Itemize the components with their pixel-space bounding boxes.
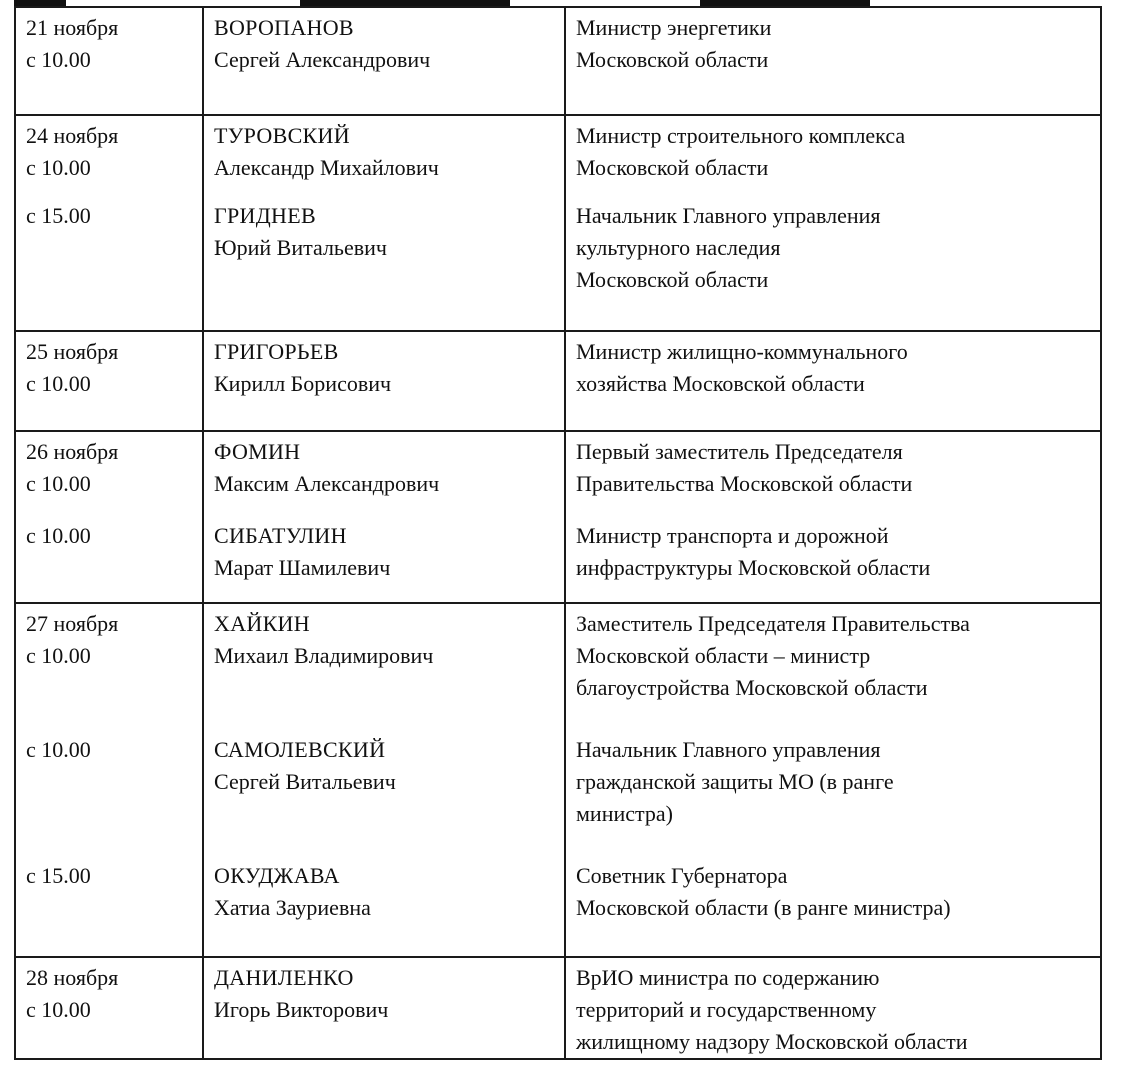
reception-time: с 10.00 bbox=[26, 471, 91, 496]
position-line: министра) bbox=[576, 801, 673, 826]
position-entry bbox=[576, 436, 1090, 500]
position-line: жилищному надзору Московской области bbox=[576, 1029, 968, 1054]
reception-time: с 15.00 bbox=[26, 863, 91, 888]
official-surname: ГРИГОРЬЕВ bbox=[214, 339, 339, 364]
date-entry bbox=[26, 436, 192, 500]
position-entry bbox=[576, 520, 1090, 584]
reception-time: с 10.00 bbox=[26, 523, 91, 548]
position-line: Первый заместитель Председателя bbox=[576, 439, 903, 464]
schedule-row bbox=[15, 431, 1101, 603]
official-entry bbox=[214, 962, 554, 1058]
date-entry bbox=[26, 734, 192, 830]
reception-time: с 10.00 bbox=[26, 737, 91, 762]
date-entry bbox=[26, 200, 192, 296]
position-entry bbox=[576, 860, 1090, 924]
date-cell bbox=[15, 7, 203, 115]
date-cell bbox=[15, 431, 203, 603]
reception-date: 28 ноября bbox=[26, 965, 119, 990]
position-line: инфраструктуры Московской области bbox=[576, 555, 931, 580]
date-entry bbox=[26, 608, 192, 704]
official-surname: ГРИДНЕВ bbox=[214, 203, 316, 228]
reception-date: 24 ноября bbox=[26, 123, 119, 148]
official-cell bbox=[203, 431, 565, 603]
position-cell bbox=[565, 603, 1101, 957]
official-entry bbox=[214, 336, 554, 400]
reception-date: 25 ноября bbox=[26, 339, 119, 364]
position-line: гражданской защиты МО (в ранге bbox=[576, 769, 894, 794]
position-entry bbox=[576, 336, 1090, 400]
schedule-row bbox=[15, 115, 1101, 331]
position-cell bbox=[565, 7, 1101, 115]
position-line: Московской области bbox=[576, 47, 769, 72]
date-entry bbox=[26, 120, 192, 184]
date-entry bbox=[26, 12, 192, 76]
position-line: Московской области (в ранге министра) bbox=[576, 895, 951, 920]
official-surname: ОКУДЖАВА bbox=[214, 863, 340, 888]
date-cell bbox=[15, 957, 203, 1059]
official-entry bbox=[214, 120, 554, 184]
reception-date: 27 ноября bbox=[26, 611, 119, 636]
reception-date: 26 ноября bbox=[26, 439, 119, 464]
position-cell bbox=[565, 331, 1101, 431]
official-entry bbox=[214, 860, 554, 924]
reception-time: с 10.00 bbox=[26, 371, 91, 396]
position-cell bbox=[565, 957, 1101, 1059]
position-entry bbox=[576, 734, 1090, 830]
schedule-table-body bbox=[15, 7, 1101, 1059]
position-line: Правительства Московской области bbox=[576, 471, 913, 496]
official-given-names: Михаил Владимирович bbox=[214, 643, 434, 668]
position-line: Министр жилищно-коммунального bbox=[576, 339, 908, 364]
date-cell bbox=[15, 115, 203, 331]
official-given-names: Хатиа Зауриевна bbox=[214, 895, 371, 920]
official-cell bbox=[203, 115, 565, 331]
official-given-names: Сергей Александрович bbox=[214, 47, 431, 72]
official-given-names: Кирилл Борисович bbox=[214, 371, 392, 396]
official-surname: ВОРОПАНОВ bbox=[214, 15, 354, 40]
date-entry bbox=[26, 336, 192, 400]
date-entry bbox=[26, 962, 192, 1058]
schedule-row bbox=[15, 7, 1101, 115]
position-line: Заместитель Председателя Правительства bbox=[576, 611, 970, 636]
official-entry bbox=[214, 520, 554, 584]
position-line: культурного наследия bbox=[576, 235, 781, 260]
date-cell bbox=[15, 603, 203, 957]
position-cell bbox=[565, 431, 1101, 603]
date-entry bbox=[26, 860, 192, 924]
official-given-names: Марат Шамилевич bbox=[214, 555, 391, 580]
official-entry bbox=[214, 436, 554, 500]
official-surname: ХАЙКИН bbox=[214, 611, 310, 636]
date-cell bbox=[15, 331, 203, 431]
official-given-names: Игорь Викторович bbox=[214, 997, 389, 1022]
position-line: Московской области bbox=[576, 267, 769, 292]
official-surname: САМОЛЕВСКИЙ bbox=[214, 737, 386, 762]
position-entry bbox=[576, 608, 1090, 704]
position-cell bbox=[565, 115, 1101, 331]
official-entry bbox=[214, 734, 554, 830]
position-line: Начальник Главного управления bbox=[576, 203, 881, 228]
official-surname: ТУРОВСКИЙ bbox=[214, 123, 350, 148]
position-line: Министр энергетики bbox=[576, 15, 772, 40]
official-entry bbox=[214, 608, 554, 704]
official-entry bbox=[214, 12, 554, 76]
official-surname: СИБАТУЛИН bbox=[214, 523, 347, 548]
position-line: Московской области bbox=[576, 155, 769, 180]
schedule-row bbox=[15, 603, 1101, 957]
position-line: Начальник Главного управления bbox=[576, 737, 881, 762]
position-line: территорий и государственному bbox=[576, 997, 877, 1022]
position-entry bbox=[576, 120, 1090, 184]
position-line: Министр строительного комплекса bbox=[576, 123, 906, 148]
reception-time: с 10.00 bbox=[26, 47, 91, 72]
position-line: хозяйства Московской области bbox=[576, 371, 865, 396]
official-given-names: Сергей Витальевич bbox=[214, 769, 396, 794]
position-line: Советник Губернатора bbox=[576, 863, 788, 888]
official-surname: ФОМИН bbox=[214, 439, 301, 464]
reception-time: с 10.00 bbox=[26, 155, 91, 180]
position-line: Московской области – министр bbox=[576, 643, 871, 668]
position-line: Министр транспорта и дорожной bbox=[576, 523, 889, 548]
official-cell bbox=[203, 331, 565, 431]
official-cell bbox=[203, 603, 565, 957]
reception-date: 21 ноября bbox=[26, 15, 119, 40]
date-entry bbox=[26, 520, 192, 584]
position-line: ВрИО министра по содержанию bbox=[576, 965, 880, 990]
reception-schedule-table bbox=[14, 6, 1102, 1060]
official-cell bbox=[203, 957, 565, 1059]
schedule-row bbox=[15, 331, 1101, 431]
reception-time: с 15.00 bbox=[26, 203, 91, 228]
reception-time: с 10.00 bbox=[26, 997, 91, 1022]
position-entry bbox=[576, 12, 1090, 76]
official-surname: ДАНИЛЕНКО bbox=[214, 965, 354, 990]
official-entry bbox=[214, 200, 554, 296]
position-entry bbox=[576, 962, 1090, 1058]
reception-time: с 10.00 bbox=[26, 643, 91, 668]
official-given-names: Александр Михайлович bbox=[214, 155, 439, 180]
official-cell bbox=[203, 7, 565, 115]
official-given-names: Максим Александрович bbox=[214, 471, 440, 496]
position-entry bbox=[576, 200, 1090, 296]
position-line: благоустройства Московской области bbox=[576, 675, 928, 700]
schedule-row bbox=[15, 957, 1101, 1059]
official-given-names: Юрий Витальевич bbox=[214, 235, 387, 260]
